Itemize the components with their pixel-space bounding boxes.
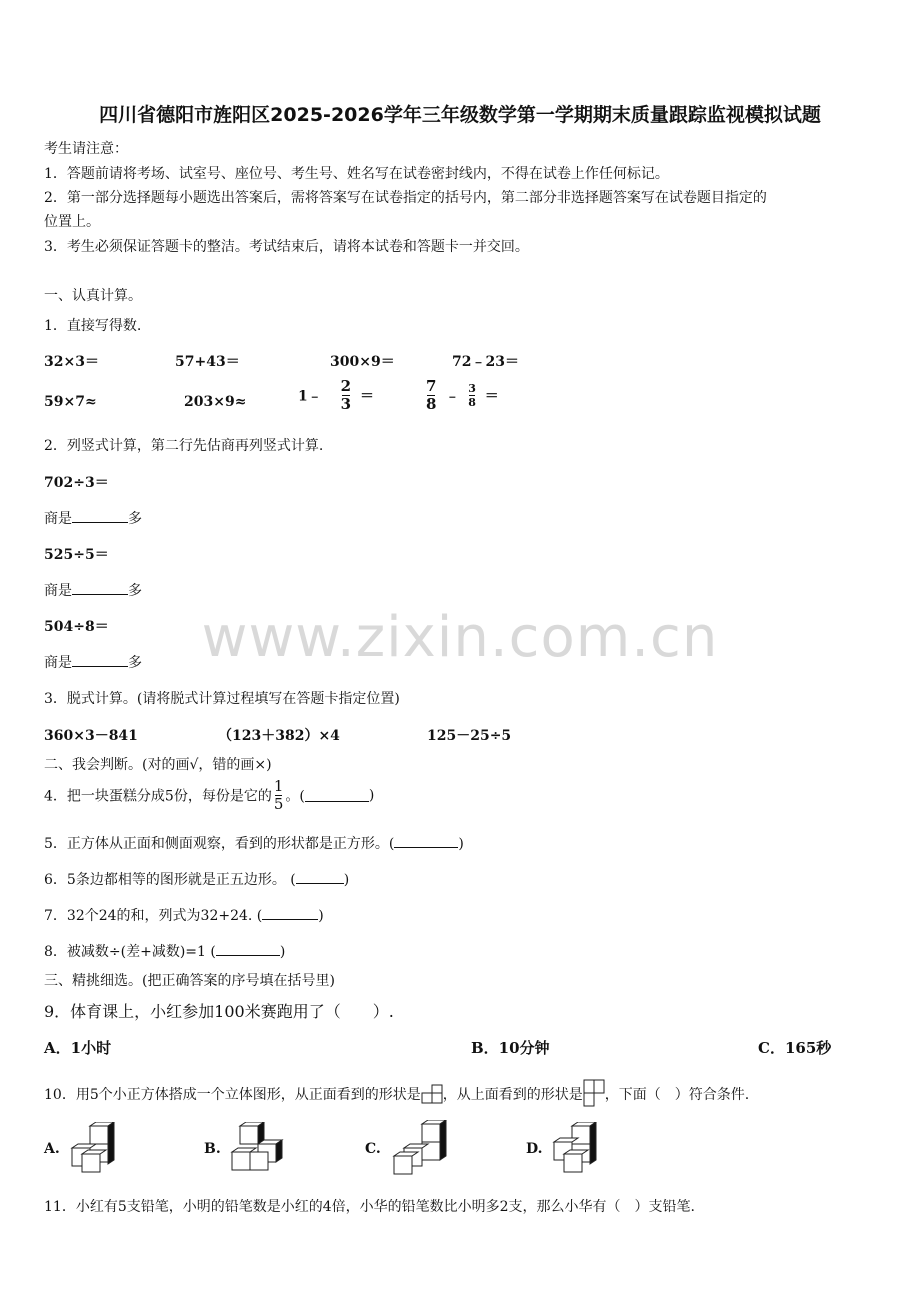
calc-item: 300×9＝ — [330, 354, 395, 370]
answer-blank[interactable] — [72, 582, 128, 595]
estimate-line: 商是 多 — [44, 583, 142, 599]
calc-item: 72﹣23＝ — [452, 354, 519, 370]
calc-item: 32×3＝ — [44, 354, 99, 370]
fraction: $\frac{7}{8}$ — [426, 377, 437, 413]
section-heading: 二、我会判断。(对的画√，错的画×) — [44, 757, 272, 773]
answer-blank[interactable] — [216, 943, 280, 956]
question-7: 7．32个24的和，列式为32+24. ( ) — [44, 908, 324, 924]
calc-item: 360×3－841 — [44, 728, 138, 744]
calc-item: 203×9≈ — [184, 394, 247, 410]
option-a[interactable]: A．1小时 — [44, 1039, 112, 1057]
question-8: 8．被减数÷(差+减数)=1 ( ) — [44, 944, 286, 960]
question-label: 2．列竖式计算，第二行先估商再列竖式计算. — [44, 438, 324, 454]
fraction: $\frac{3}{8}$ — [468, 382, 476, 409]
answer-blank[interactable] — [394, 835, 458, 848]
question-10: 10．用5个小正方体搭成一个立体图形，从正面看到的形状是 ，从上面看到的形状是 ，下面（ ）符合条件. — [44, 1079, 749, 1107]
calc-item: 125－25÷5 — [427, 728, 512, 744]
estimate-line: 商是 多 — [44, 511, 142, 527]
question-11: 11．小红有5支铅笔，小明的铅笔数是小红的4倍，小华的铅笔数比小明多2支，那么小华有（ ）支铅笔. — [44, 1199, 695, 1215]
fraction: $\frac{1}{5}$ — [273, 777, 284, 813]
cube-figure-d-icon[interactable] — [550, 1122, 602, 1174]
section-heading: 三、精挑细选。(把正确答案的序号填在括号里) — [44, 973, 335, 989]
calc-item: （123＋382）×4 — [218, 728, 340, 744]
question-5: 5．正方体从正面和侧面观察，看到的形状都是正方形。( ) — [44, 836, 464, 852]
answer-blank[interactable] — [72, 510, 128, 523]
division-item: 702÷3＝ — [44, 475, 109, 491]
cube-figure-b-icon[interactable] — [228, 1122, 288, 1174]
calc-item: 57+43＝ — [175, 354, 240, 370]
notice-item: 3．考生必须保证答题卡的整洁。考试结束后，请将本试卷和答题卡一并交回。 — [44, 239, 529, 255]
fraction-expression-2: $\frac{7}{8}$ ﹣ $\frac{3}{8}$ ＝ — [426, 377, 499, 413]
division-item: 525÷5＝ — [44, 547, 109, 563]
option-a-label[interactable]: A. — [44, 1141, 60, 1157]
answer-blank[interactable] — [262, 907, 318, 920]
top-view-icon — [583, 1079, 605, 1107]
fraction-expression-1: 1﹣ $\frac{2}{3}$ ＝ — [298, 377, 374, 413]
question-label: 1．直接写得数. — [44, 318, 142, 334]
estimate-line: 商是 多 — [44, 655, 142, 671]
option-d-label[interactable]: D. — [526, 1141, 543, 1157]
answer-blank[interactable] — [305, 789, 369, 802]
cube-figure-c-icon[interactable] — [390, 1120, 450, 1176]
option-b[interactable]: B．10分钟 — [471, 1039, 550, 1057]
answer-blank[interactable] — [296, 871, 344, 884]
question-4: 4．把一块蛋糕分成5份，每份是它的 $\frac{1}{5}$ 。( ) — [44, 777, 375, 813]
option-c[interactable]: C．165秒 — [758, 1039, 832, 1057]
cube-figure-a-icon[interactable] — [68, 1122, 124, 1174]
question-9: 9．体育课上，小红参加100米赛跑用了（ ）. — [44, 1002, 394, 1021]
fraction: $\frac{2}{3}$ — [340, 377, 352, 413]
section-heading: 一、认真计算。 — [44, 288, 142, 304]
notice-item: 位置上。 — [44, 214, 100, 230]
division-item: 504÷8＝ — [44, 619, 109, 635]
option-b-label[interactable]: B. — [204, 1141, 221, 1157]
question-6: 6．5条边都相等的图形就是正五边形。 ( ) — [44, 872, 350, 888]
calc-item: 59×7≈ — [44, 394, 97, 410]
page-title: 四川省德阳市旌阳区2025-2026学年三年级数学第一学期期末质量跟踪监视模拟试题 — [99, 104, 821, 126]
notice-item: 1．答题前请将考场、试室号、座位号、考生号、姓名写在试卷密封线内，不得在试卷上作任何标记。 — [44, 166, 669, 182]
notice-heading: 考生请注意： — [44, 141, 128, 157]
option-c-label[interactable]: C. — [365, 1141, 381, 1157]
notice-item: 2．第一部分选择题每小题选出答案后，需将答案写在试卷指定的括号内，第二部分非选择题答案写在试卷题目指定的 — [44, 190, 767, 206]
watermark: www.zixin.com.cn — [201, 605, 719, 670]
front-view-icon — [421, 1084, 443, 1104]
question-label: 3．脱式计算。(请将脱式计算过程填写在答题卡指定位置) — [44, 691, 400, 707]
